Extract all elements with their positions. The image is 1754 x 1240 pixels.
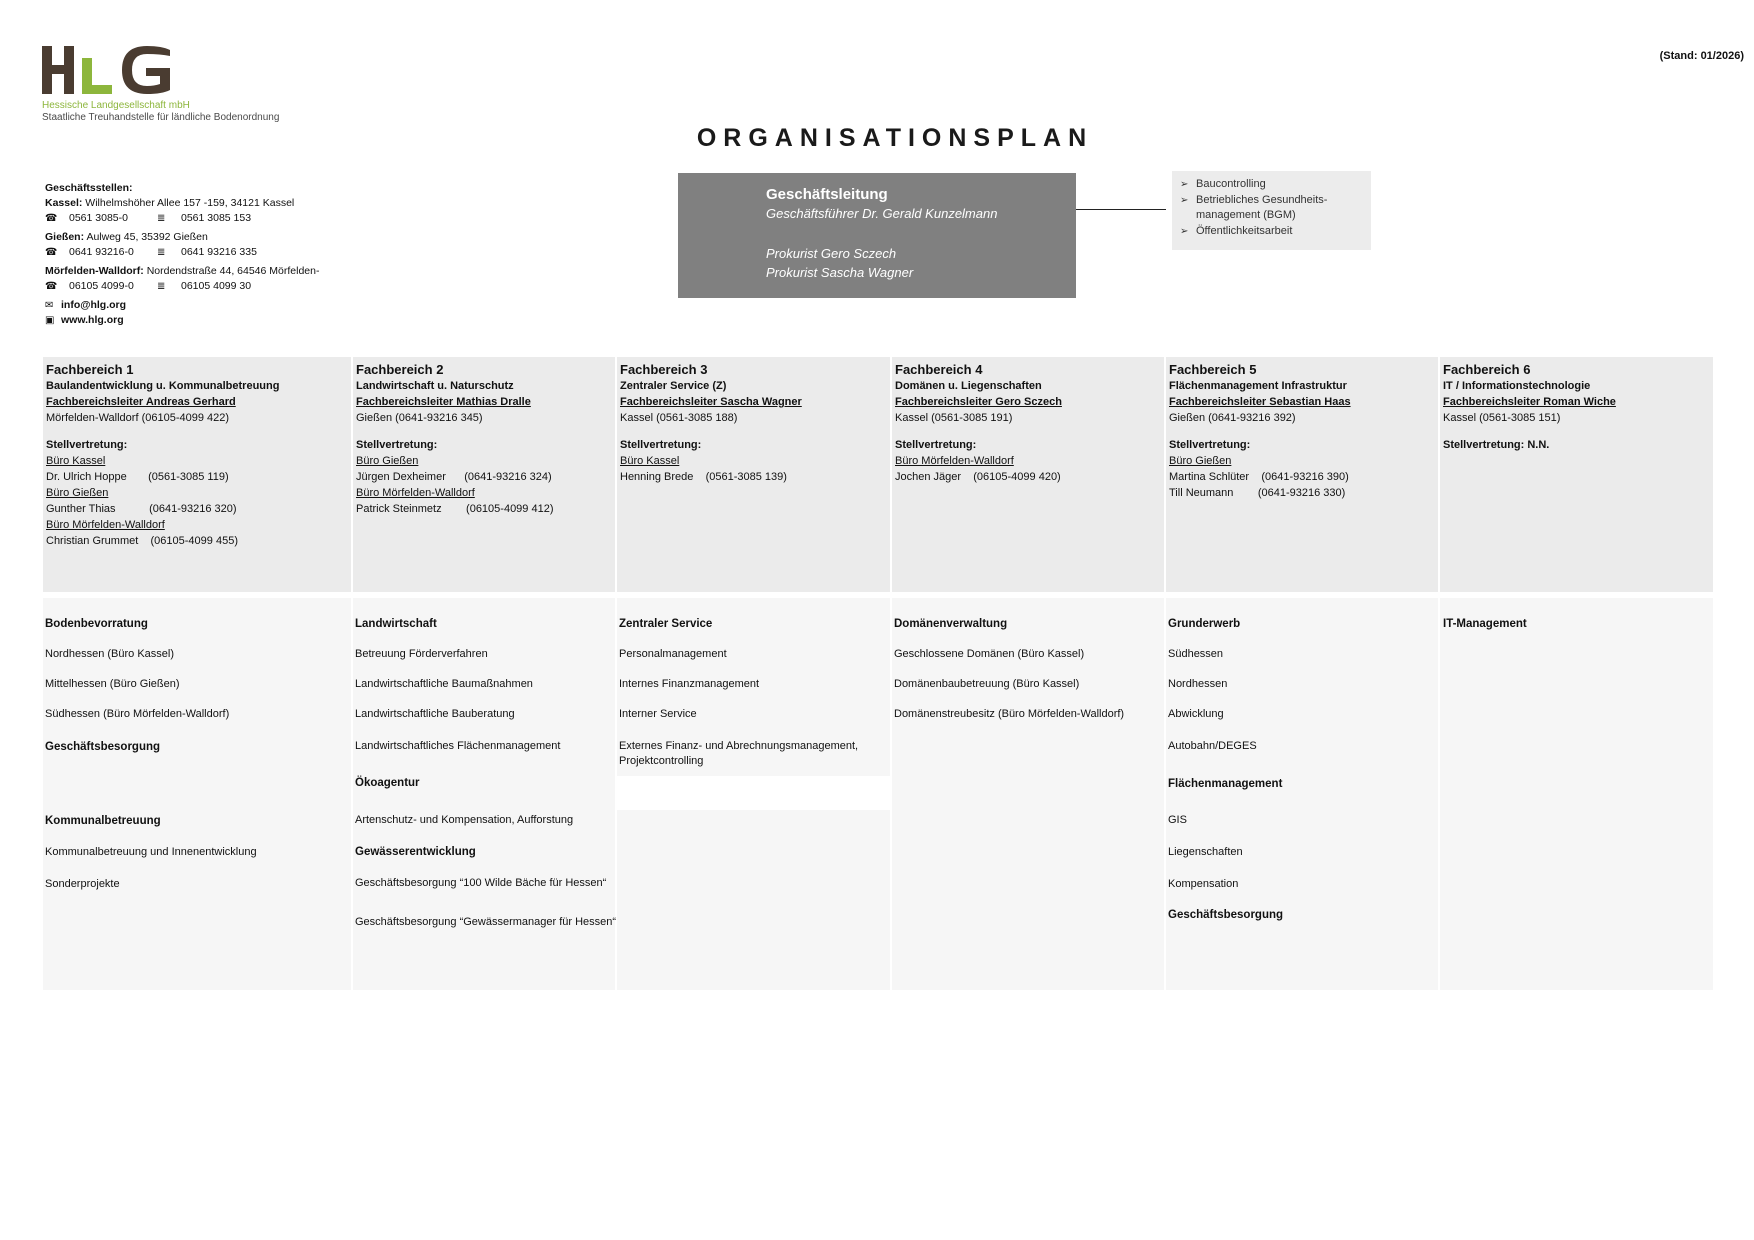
page-title: ORGANISATIONSPLAN [696, 124, 1094, 152]
unit-item: Projektcontrolling [619, 755, 704, 767]
unit-item: Kommunalbetreuung und Innenentwicklung [45, 846, 257, 858]
arrow-bullet-icon: ➢ [1180, 225, 1189, 237]
deputy-label: Stellvertretung: N.N. [1443, 439, 1550, 451]
contacts-heading: Geschäftsstellen: [45, 182, 133, 194]
fachbereich-3-header [617, 357, 890, 592]
logo-tagline: Staatliche Treuhandstelle für ländliche Bodenordnung [42, 112, 280, 123]
unit-heading: Domänenverwaltung [894, 618, 1008, 630]
staff-box [1172, 171, 1371, 250]
fachbereich-head: Fachbereichsleiter Mathias Dralle [356, 396, 531, 408]
office-address: Nordendstraße 44, 64546 Mörfelden- [146, 265, 320, 277]
staff-item: Baucontrolling [1196, 178, 1266, 190]
unit-item: Autobahn/DEGES [1168, 740, 1257, 752]
office-address: Aulweg 45, 35392 Gießen [86, 231, 208, 243]
fachbereich-location: Mörfelden-Walldorf (06105-4099 422) [46, 412, 230, 424]
unit-heading: Geschäftsbesorgung [45, 741, 161, 753]
email-icon: ✉ [45, 300, 54, 311]
unit-heading: Zentraler Service [619, 618, 713, 630]
unit-item: Kompensation [1168, 878, 1239, 890]
deputy-office: Büro Gießen [356, 455, 419, 467]
leadership-title: Geschäftsleitung [766, 186, 888, 203]
deputy-person: Jürgen Dexheimer (0641-93216 324) [356, 471, 552, 483]
fachbereich-head: Fachbereichsleiter Sebastian Haas [1169, 396, 1351, 408]
office-moerfelden [45, 264, 319, 294]
stand-date: (Stand: 01/2026) [1659, 50, 1744, 62]
office-name: Gießen: [45, 231, 85, 243]
unit-heading: Grunderwerb [1168, 618, 1241, 630]
fachbereich-subtitle: Domänen u. Liegenschaften [895, 380, 1042, 392]
deputy-person: Henning Brede (0561-3085 139) [620, 471, 787, 483]
unit-heading: Geschäftsbesorgung [1168, 909, 1284, 921]
logo-company-name: Hessische Landgesellschaft mbH [42, 100, 190, 111]
unit-heading: Bodenbevorratung [45, 618, 148, 630]
office-phone: 0641 93216-0 [69, 246, 134, 258]
fachbereich-subtitle: Flächenmanagement Infrastruktur [1169, 380, 1347, 392]
unit-heading: Ökoagentur [355, 777, 420, 789]
unit-item: Interner Service [619, 708, 697, 720]
unit-item: GIS [1168, 814, 1187, 826]
unit-item: Südhessen (Büro Mörfelden-Walldorf) [45, 708, 230, 720]
leadership-prokurist-1: Prokurist Gero Sczech [766, 246, 897, 261]
unit-item: Mittelhessen (Büro Gießen) [45, 678, 180, 690]
deputy-person: Jochen Jäger (06105-4099 420) [895, 471, 1061, 483]
unit-item: Domänenbaubetreuung (Büro Kassel) [894, 678, 1080, 690]
deputy-label: Stellvertretung: [46, 439, 128, 451]
unit-item: Landwirtschaftliche Baumaßnahmen [355, 678, 533, 690]
office-phone: 0561 3085-0 [69, 212, 128, 224]
office-address: Wilhelmshöher Allee 157 -159, 34121 Kassel [85, 197, 295, 209]
unit-item: Betreuung Förderverfahren [355, 648, 488, 660]
fachbereich-4-header [892, 357, 1164, 592]
fachbereich-subtitle: IT / Informationstechnologie [1443, 380, 1591, 392]
arrow-bullet-icon: ➢ [1180, 179, 1189, 190]
unit-item: Artenschutz- und Kompensation, Aufforstung [355, 814, 574, 826]
office-name: Kassel: [45, 197, 83, 209]
deputy-office: Büro Gießen [1169, 455, 1232, 467]
fachbereich-title: Fachbereich 3 [620, 362, 708, 377]
fax-icon: ≣ [157, 247, 166, 258]
unit-heading: Flächenmanagement [1168, 778, 1283, 790]
phone-icon: ☎ [45, 247, 58, 258]
unit-item: Personalmanagement [619, 648, 727, 660]
unit-item: Domänenstreubesitz (Büro Mörfelden-Walldorf) [894, 708, 1125, 720]
unit-item: Geschäftsbesorgung “100 Wilde Bäche für Hessen“ [355, 877, 607, 889]
connector-line [1076, 209, 1166, 210]
unit-item: Abwicklung [1168, 708, 1224, 720]
web-link[interactable]: www.hlg.org [61, 314, 124, 326]
fachbereich-title: Fachbereich 1 [46, 362, 134, 377]
deputy-office: Büro Kassel [46, 455, 106, 467]
office-fax: 0641 93216 335 [181, 246, 257, 258]
spacer-box [617, 776, 890, 810]
deputy-office: Büro Gießen [46, 487, 109, 499]
fachbereich-location: Kassel (0561-3085 188) [620, 412, 738, 424]
deputy-office: Büro Kassel [620, 455, 680, 467]
deputy-office: Büro Mörfelden-Walldorf [356, 487, 475, 499]
deputy-office: Büro Mörfelden-Walldorf [895, 455, 1014, 467]
unit-item: Nordhessen (Büro Kassel) [45, 648, 175, 660]
office-giessen [45, 230, 319, 260]
leadership-box [678, 173, 1076, 298]
fax-icon: ≣ [157, 281, 166, 292]
unit-item: Sonderprojekte [45, 878, 120, 890]
unit-item: Nordhessen [1168, 678, 1228, 690]
deputy-label: Stellvertretung: [620, 439, 702, 451]
unit-item: Liegenschaften [1168, 846, 1243, 858]
fachbereich-location: Gießen (0641-93216 345) [356, 412, 483, 424]
phone-icon: ☎ [45, 281, 58, 292]
staff-item: Betriebliches Gesundheits- [1196, 193, 1328, 206]
unit-item: Landwirtschaftliches Flächenmanagement [355, 740, 561, 752]
deputy-label: Stellvertretung: [895, 439, 977, 451]
deputy-person: Gunther Thias (0641-93216 320) [46, 503, 237, 515]
office-fax: 06105 4099 30 [181, 280, 252, 292]
unit-item: Geschlossene Domänen (Büro Kassel) [894, 648, 1085, 660]
unit-item: Geschäftsbesorgung “Gewässermanager für Hessen“ [355, 916, 617, 928]
fachbereich-6-units [1440, 598, 1713, 990]
deputy-person: Martina Schlüter (0641-93216 390) [1169, 471, 1349, 483]
office-fax: 0561 3085 153 [181, 212, 252, 224]
staff-item: Öffentlichkeitsarbeit [1196, 224, 1293, 237]
hlg-logo-icon [42, 46, 174, 96]
fachbereich-title: Fachbereich 2 [356, 362, 444, 377]
email-link[interactable]: info@hlg.org [61, 299, 127, 311]
unit-heading: Kommunalbetreuung [45, 815, 161, 827]
fachbereich-head: Fachbereichsleiter Andreas Gerhard [46, 396, 236, 408]
deputy-person: Christian Grummet (06105-4099 455) [46, 535, 238, 547]
fachbereich-head: Fachbereichsleiter Roman Wiche [1443, 396, 1616, 408]
fachbereich-subtitle: Baulandentwicklung u. Kommunalbetreuung [46, 380, 280, 392]
fachbereich-title: Fachbereich 6 [1443, 362, 1531, 377]
deputy-label: Stellvertretung: [1169, 439, 1251, 451]
office-name: Mörfelden-Walldorf: [45, 265, 144, 277]
phone-icon: ☎ [45, 213, 58, 224]
deputy-person: Patrick Steinmetz (06105-4099 412) [356, 503, 554, 515]
fachbereich-subtitle: Zentraler Service (Z) [620, 380, 727, 392]
unit-heading: Gewässerentwicklung [355, 846, 476, 858]
deputy-person: Dr. Ulrich Hoppe (0561-3085 119) [46, 471, 229, 483]
fachbereich-subtitle: Landwirtschaft u. Naturschutz [356, 380, 514, 392]
leadership-ceo: Geschäftsführer Dr. Gerald Kunzelmann [766, 206, 998, 221]
contacts-block [45, 181, 319, 328]
fachbereich-head: Fachbereichsleiter Sascha Wagner [620, 396, 802, 408]
unit-item: Internes Finanzmanagement [619, 678, 760, 690]
arrow-bullet-icon: ➢ [1180, 194, 1189, 206]
unit-heading: IT-Management [1443, 618, 1527, 630]
office-phone: 06105 4099-0 [69, 280, 134, 292]
fachbereich-location: Kassel (0561-3085 151) [1443, 412, 1561, 424]
fachbereich-5-header [1166, 357, 1438, 592]
deputy-label: Stellvertretung: [356, 439, 438, 451]
fachbereich-2-header [353, 357, 615, 592]
fachbereich-head: Fachbereichsleiter Gero Sczech [895, 396, 1062, 408]
unit-item: Landwirtschaftliche Bauberatung [355, 708, 515, 720]
deputy-office: Büro Mörfelden-Walldorf [46, 519, 165, 531]
deputy-person: Till Neumann (0641-93216 330) [1169, 487, 1346, 499]
unit-item: Externes Finanz- und Abrechnungsmanagement, [619, 740, 859, 752]
hlg-logo [42, 46, 342, 124]
fachbereich-title: Fachbereich 4 [895, 362, 983, 377]
fachbereich-location: Kassel (0561-3085 191) [895, 412, 1013, 424]
leadership-prokurist-2: Prokurist Sascha Wagner [766, 265, 914, 280]
unit-item: Südhessen [1168, 648, 1224, 660]
fachbereich-location: Gießen (0641-93216 392) [1169, 412, 1296, 424]
staff-item: management (BGM) [1196, 209, 1296, 221]
fachbereich-title: Fachbereich 5 [1169, 362, 1257, 377]
office-kassel [45, 196, 319, 226]
fachbereich-6-header [1440, 357, 1713, 592]
fachbereich-1-header [43, 357, 351, 592]
computer-icon: ▣ [45, 315, 55, 326]
fax-icon: ≣ [157, 213, 166, 224]
unit-heading: Landwirtschaft [355, 618, 437, 630]
